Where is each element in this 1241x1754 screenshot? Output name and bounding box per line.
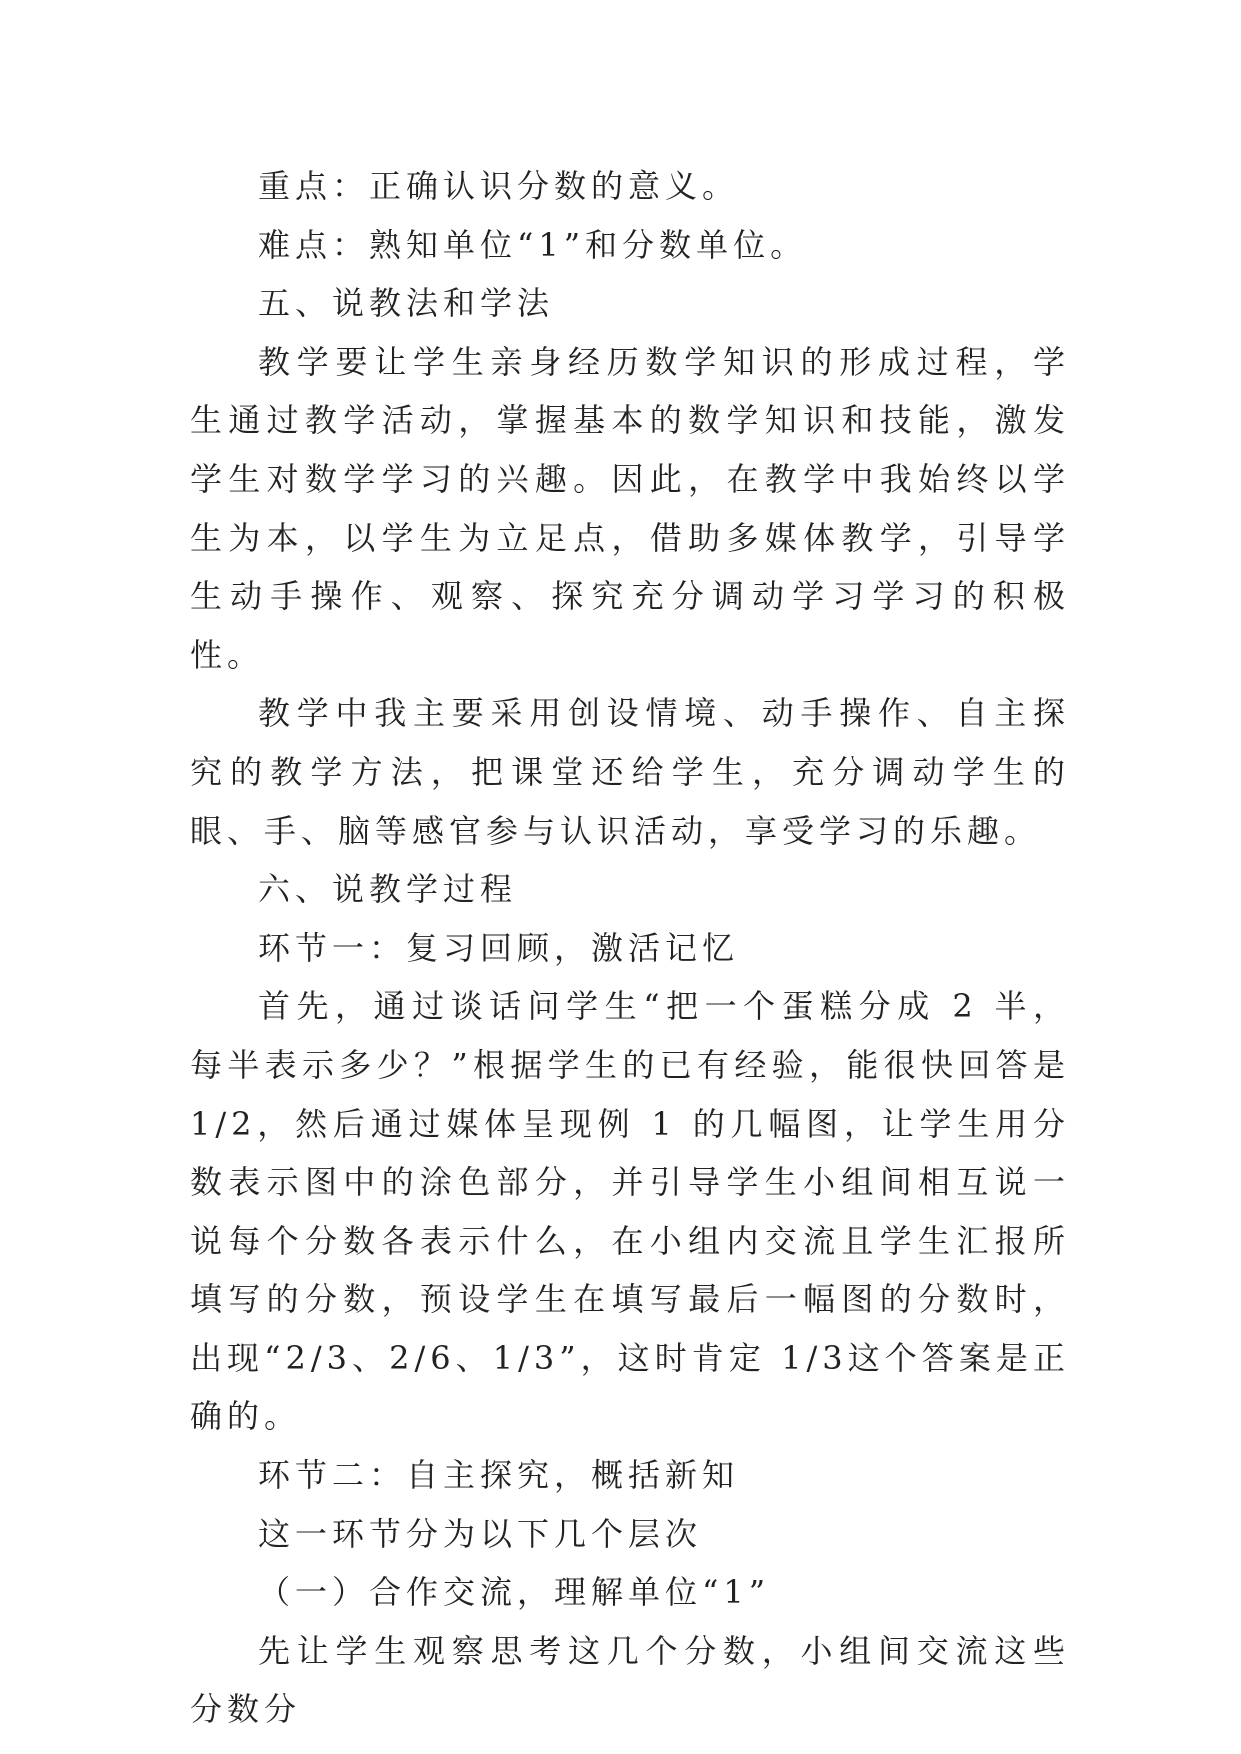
stage-one-paragraph: 首先，通过谈话问学生“把一个蛋糕分成 2 半，每半表示多少？”根据学生的已有经验，能很快回答是 1/2，然后通过媒体呈现例 1 的几幅图，让学生用分数表示图中的涂色部分，并引导学生小组间相互说一说每个分数各表示什么，在小组内交流且学生汇报所填写的分数，预设学生在填写最后一幅图的分数时，出现“2/3、2/6、1/3”，这时肯定 1/3这个答案是正确的。 xyxy=(190,987,1070,1436)
document-body xyxy=(190,157,1070,1739)
methods-paragraph-2: 教学中我主要采用创设情境、动手操作、自主探究的教学方法，把课堂还给学生，充分调动学生的眼、手、脑等感官参与认识活动，享受学习的乐趣。 xyxy=(190,694,1070,850)
section-heading-methods: 五、说教法和学法 xyxy=(258,284,555,323)
stage-two-heading: 环节二：自主探究，概括新知 xyxy=(258,1456,740,1495)
section-heading-process: 六、说教学过程 xyxy=(258,870,518,909)
stage-two-intro: 这一环节分为以下几个层次 xyxy=(258,1514,703,1553)
stage-one-heading: 环节一：复习回顾，激活记忆 xyxy=(258,928,740,967)
subsection-paragraph: 先让学生观察思考这几个分数，小组间交流这些分数分 xyxy=(190,1631,1070,1729)
difficulty-paragraph: 难点：熟知单位“1”和分数单位。 xyxy=(258,225,808,264)
methods-paragraph-1: 教学要让学生亲身经历数学知识的形成过程，学生通过教学活动，掌握基本的数学知识和技能，激发学生对数学学习的兴趣。因此，在教学中我始终以学生为本，以学生为立足点，借助多媒体教学，引导学生动手操作、观察、探究充分调动学习学习的积极性。 xyxy=(190,342,1070,674)
subsection-heading-unit-one: （一）合作交流，理解单位“1” xyxy=(258,1573,771,1612)
key-point-paragraph: 重点：正确认识分数的意义。 xyxy=(258,167,740,205)
